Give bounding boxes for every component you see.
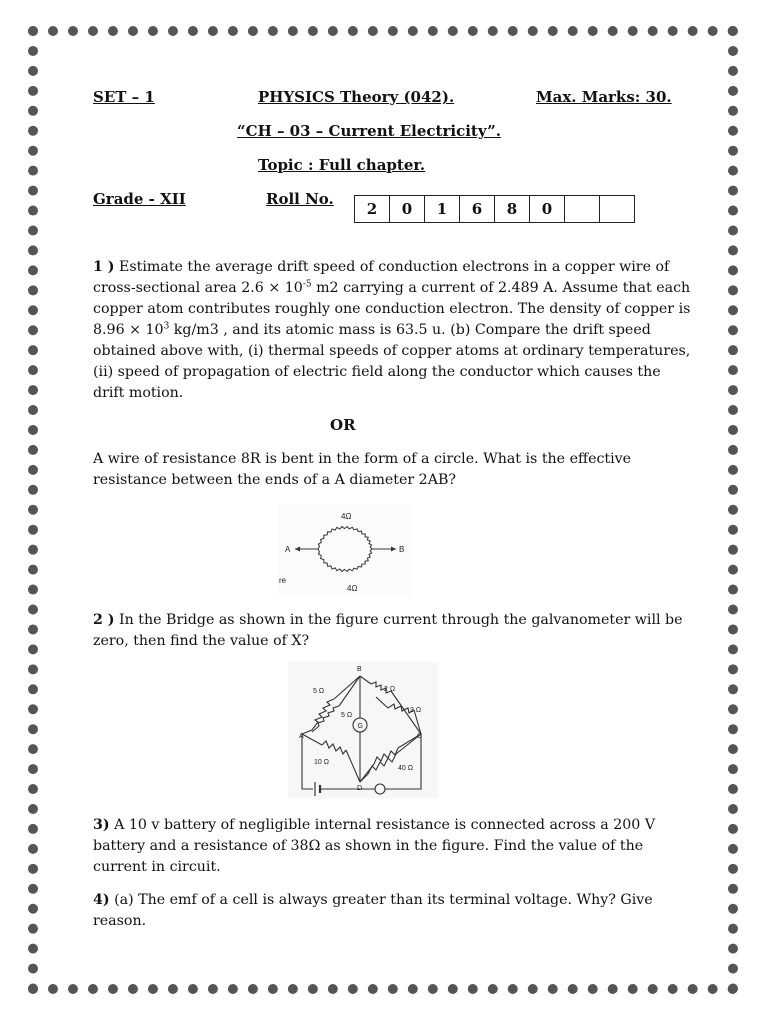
resistor-bc-top-label: 2 Ω	[384, 686, 396, 693]
question-1-alternative: A wire of resistance 8R is bent in the form of a circle. What is the effective resistance between the ends of a A diameter 2AB?	[93, 451, 632, 488]
roll-digit: 0	[530, 196, 565, 223]
point-b-label: B	[399, 545, 405, 554]
question-number: 3)	[93, 817, 110, 833]
node-b-label: B	[357, 666, 362, 673]
resistor-ad-label: 10 Ω	[314, 759, 329, 766]
question-2: 2 ) In the Bridge as shown in the figure current through the galvanometer will be zero, then find the value of X?	[93, 612, 683, 649]
roll-digit: 6	[460, 196, 495, 223]
top-resistor-label: 4Ω	[341, 512, 352, 521]
node-c-label: C	[417, 733, 423, 740]
roll-digit	[600, 196, 635, 223]
roll-digit: 8	[495, 196, 530, 223]
resistor-bd-label: 5 Ω	[341, 712, 353, 719]
topic-label: Topic : Full chapter.	[258, 156, 426, 174]
question-number: 4)	[93, 892, 110, 908]
question-4: 4) (a) The emf of a cell is always greater than its terminal voltage. Why? Give reason.	[93, 892, 653, 929]
question-number: 1 )	[93, 259, 115, 275]
roll-digit: 0	[390, 196, 425, 223]
node-a-label: A	[299, 733, 304, 740]
roll-digit: 2	[355, 196, 390, 223]
resistor-ab-label: 5 Ω	[313, 688, 325, 695]
resistor-bc-lower-label: 3 Ω	[410, 707, 422, 714]
roll-number-table	[354, 195, 635, 223]
circle-resistance-diagram	[278, 504, 412, 596]
stray-text: re	[279, 576, 287, 585]
grade-label: Grade - XII	[93, 190, 186, 208]
bottom-resistor-label: 4Ω	[347, 584, 358, 593]
node-d-label: D	[357, 785, 363, 792]
wheatstone-bridge-diagram	[288, 662, 438, 798]
galvanometer-label: G	[357, 723, 363, 730]
resistor-dc-label: 40 Ω	[398, 765, 413, 772]
question-3: 3) A 10 v battery of negligible internal resistance is connected across a 200 V battery and a resistance of 38Ω as shown in the figure. Find the value of the current in circuit.	[93, 817, 656, 875]
chapter-title: “CH – 03 – Current Electricity”.	[237, 122, 501, 140]
set-label: SET – 1	[93, 88, 155, 106]
roll-digit	[565, 196, 600, 223]
roll-digit: 1	[425, 196, 460, 223]
question-1: 1 ) Estimate the average drift speed of conduction electrons in a copper wire of cross-sectional area $2.6 \times 10^{-5}$ m2 carrying a current of 2.489 A. Assume that each copper atom contributes roughly one conduction electron. The density of copper is $8.96 \times 10^3$ kg/m3 , and its atomic mass is 63.5 u. (b) Compare the drift speed obtained above with, (i) thermal speeds of copper atoms at ordinary temperatures, (ii) speed of propagation of electric field along the conductor which causes the drift motion.	[93, 259, 691, 401]
subject-title: PHYSICS Theory (042).	[258, 88, 455, 106]
max-marks: Max. Marks: 30.	[536, 88, 672, 106]
point-a-label: A	[285, 545, 291, 554]
question-number: 2 )	[93, 612, 115, 628]
roll-label: Roll No.	[266, 190, 334, 208]
or-separator: OR	[330, 416, 356, 434]
